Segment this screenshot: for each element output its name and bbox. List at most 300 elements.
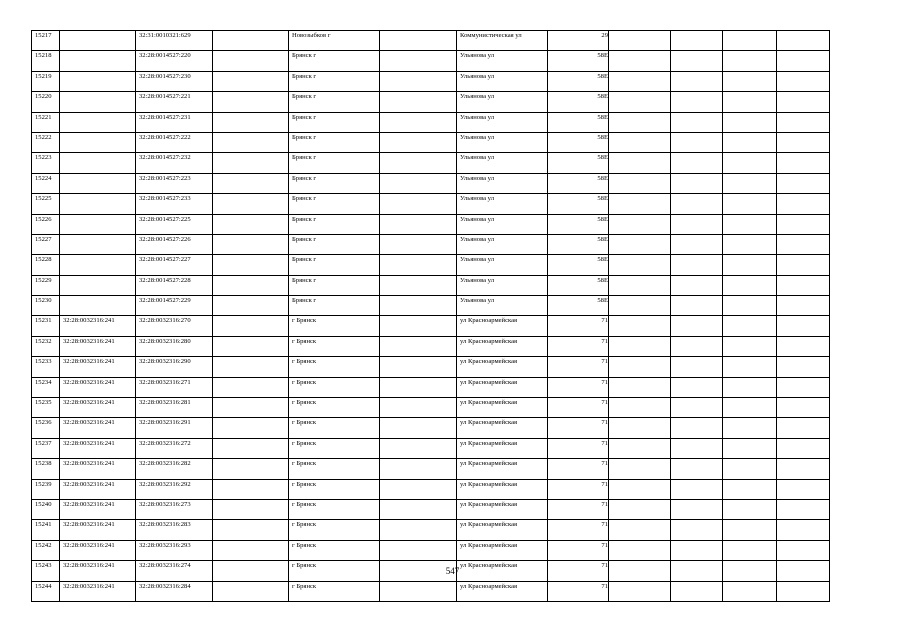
cell-locality: г Брянск <box>289 398 380 418</box>
cell-locality: г Брянск <box>289 499 380 519</box>
table-row <box>32 357 830 377</box>
cell-empty <box>671 316 723 336</box>
cell-locality: г Брянск <box>289 438 380 458</box>
cell-row-number: 15233 <box>32 357 60 377</box>
cell-street: ул Красноармейская <box>457 418 548 438</box>
cell-empty <box>609 255 671 275</box>
cell-empty <box>723 132 777 152</box>
cell-empty <box>671 71 723 91</box>
table-row <box>32 459 830 479</box>
cell-parent-cadastral <box>60 112 136 132</box>
cell-cadastral-number: 32:28:0014527:227 <box>136 255 213 275</box>
cell-empty <box>380 234 457 254</box>
table-row <box>32 581 830 601</box>
cell-empty <box>671 296 723 316</box>
cell-empty <box>671 459 723 479</box>
cell-empty <box>609 520 671 540</box>
cell-street: ул Красноармейская <box>457 561 548 581</box>
cell-empty <box>213 92 289 112</box>
cell-empty <box>380 31 457 51</box>
cell-house: 58Е <box>548 214 609 234</box>
cell-house: 58Е <box>548 194 609 214</box>
cell-house: 58Е <box>548 71 609 91</box>
table-row <box>32 316 830 336</box>
cell-empty <box>609 357 671 377</box>
cell-cadastral-number: 32:28:0032316:270 <box>136 316 213 336</box>
cell-cadastral-number: 32:31:0010321:629 <box>136 31 213 51</box>
cell-empty <box>723 479 777 499</box>
cell-empty <box>213 31 289 51</box>
table-row <box>32 173 830 193</box>
cell-empty <box>213 581 289 601</box>
cell-cadastral-number: 32:28:0014527:221 <box>136 92 213 112</box>
table-row <box>32 112 830 132</box>
table-row <box>32 499 830 519</box>
cell-parent-cadastral: 32:28:0032316:241 <box>60 316 136 336</box>
cell-empty <box>609 71 671 91</box>
cell-empty <box>671 173 723 193</box>
cell-cadastral-number: 32:28:0032316:274 <box>136 561 213 581</box>
table-row <box>32 438 830 458</box>
table-row <box>32 540 830 560</box>
table-row <box>32 194 830 214</box>
cell-empty <box>777 214 830 234</box>
cell-empty <box>213 438 289 458</box>
cell-locality: Брянск г <box>289 153 380 173</box>
table-row <box>32 51 830 71</box>
cell-locality: г Брянск <box>289 418 380 438</box>
table-row <box>32 153 830 173</box>
cell-row-number: 15220 <box>32 92 60 112</box>
cell-house: 58Е <box>548 132 609 152</box>
cell-cadastral-number: 32:28:0032316:273 <box>136 499 213 519</box>
cell-empty <box>213 499 289 519</box>
cell-row-number: 15231 <box>32 316 60 336</box>
cell-row-number: 15236 <box>32 418 60 438</box>
cell-empty <box>609 92 671 112</box>
cell-street: Ульянова ул <box>457 71 548 91</box>
cell-parent-cadastral: 32:28:0032316:241 <box>60 479 136 499</box>
cell-locality: г Брянск <box>289 540 380 560</box>
cell-parent-cadastral <box>60 132 136 152</box>
register-table <box>31 30 830 602</box>
cell-cadastral-number: 32:28:0014527:220 <box>136 51 213 71</box>
cell-empty <box>609 173 671 193</box>
cell-empty <box>777 255 830 275</box>
cell-empty <box>723 377 777 397</box>
cell-house: 71 <box>548 520 609 540</box>
cell-empty <box>671 418 723 438</box>
cell-empty <box>671 92 723 112</box>
cell-empty <box>213 153 289 173</box>
cell-parent-cadastral: 32:28:0032316:241 <box>60 520 136 540</box>
cell-empty <box>723 234 777 254</box>
cell-house: 71 <box>548 357 609 377</box>
cell-locality: Брянск г <box>289 71 380 91</box>
cell-locality: Новозыбков г <box>289 31 380 51</box>
cell-street: ул Красноармейская <box>457 336 548 356</box>
cell-empty <box>609 459 671 479</box>
cell-parent-cadastral <box>60 255 136 275</box>
cell-parent-cadastral: 32:28:0032316:241 <box>60 459 136 479</box>
cell-street: Ульянова ул <box>457 255 548 275</box>
cell-street: ул Красноармейская <box>457 398 548 418</box>
cell-empty <box>671 540 723 560</box>
cell-empty <box>723 357 777 377</box>
cell-house: 71 <box>548 561 609 581</box>
table-row <box>32 71 830 91</box>
cell-street: Ульянова ул <box>457 112 548 132</box>
cell-locality: г Брянск <box>289 316 380 336</box>
table-row <box>32 92 830 112</box>
cell-parent-cadastral: 32:28:0032316:241 <box>60 581 136 601</box>
cell-empty <box>671 194 723 214</box>
cell-street: ул Красноармейская <box>457 499 548 519</box>
cell-empty <box>671 499 723 519</box>
cell-empty <box>213 71 289 91</box>
cell-empty <box>213 418 289 438</box>
cell-parent-cadastral: 32:28:0032316:241 <box>60 540 136 560</box>
cell-house: 71 <box>548 459 609 479</box>
cell-house: 58Е <box>548 275 609 295</box>
cell-empty <box>380 214 457 234</box>
cell-empty <box>723 51 777 71</box>
cell-cadastral-number: 32:28:0032316:284 <box>136 581 213 601</box>
cell-empty <box>671 336 723 356</box>
cell-empty <box>213 173 289 193</box>
cell-empty <box>380 357 457 377</box>
cell-street: ул Красноармейская <box>457 520 548 540</box>
table-row <box>32 275 830 295</box>
cell-street: Коммунистическая ул <box>457 31 548 51</box>
cell-empty <box>380 92 457 112</box>
cell-empty <box>213 255 289 275</box>
cell-empty <box>609 31 671 51</box>
cell-street: Ульянова ул <box>457 234 548 254</box>
cell-row-number: 15232 <box>32 336 60 356</box>
cell-empty <box>777 459 830 479</box>
table-row <box>32 234 830 254</box>
cell-cadastral-number: 32:28:0032316:271 <box>136 377 213 397</box>
cell-empty <box>777 71 830 91</box>
cell-locality: г Брянск <box>289 561 380 581</box>
cell-locality: г Брянск <box>289 581 380 601</box>
cell-empty <box>723 336 777 356</box>
cell-cadastral-number: 32:28:0014527:232 <box>136 153 213 173</box>
cell-empty <box>609 581 671 601</box>
cell-row-number: 15218 <box>32 51 60 71</box>
cell-empty <box>213 132 289 152</box>
cell-house: 71 <box>548 581 609 601</box>
cell-empty <box>380 316 457 336</box>
cell-empty <box>213 540 289 560</box>
cell-cadastral-number: 32:28:0014527:226 <box>136 234 213 254</box>
cell-row-number: 15217 <box>32 31 60 51</box>
cell-empty <box>671 377 723 397</box>
cell-house: 58Е <box>548 296 609 316</box>
cell-row-number: 15229 <box>32 275 60 295</box>
cell-row-number: 15224 <box>32 173 60 193</box>
cell-parent-cadastral <box>60 51 136 71</box>
cell-street: Ульянова ул <box>457 194 548 214</box>
cell-empty <box>213 316 289 336</box>
cell-street: ул Красноармейская <box>457 459 548 479</box>
cell-cadastral-number: 32:28:0014527:233 <box>136 194 213 214</box>
cell-row-number: 15243 <box>32 561 60 581</box>
cell-empty <box>380 398 457 418</box>
cell-empty <box>609 316 671 336</box>
cell-empty <box>213 398 289 418</box>
cell-locality: г Брянск <box>289 336 380 356</box>
cell-empty <box>777 479 830 499</box>
cell-cadastral-number: 32:28:0032316:293 <box>136 540 213 560</box>
cell-empty <box>777 31 830 51</box>
cell-empty <box>609 479 671 499</box>
cell-empty <box>777 581 830 601</box>
cell-cadastral-number: 32:28:0014527:229 <box>136 296 213 316</box>
cell-empty <box>723 459 777 479</box>
cell-row-number: 15227 <box>32 234 60 254</box>
cell-parent-cadastral <box>60 194 136 214</box>
cell-empty <box>380 51 457 71</box>
cell-empty <box>213 357 289 377</box>
cell-empty <box>723 418 777 438</box>
cell-empty <box>380 71 457 91</box>
cell-parent-cadastral: 32:28:0032316:241 <box>60 357 136 377</box>
cell-row-number: 15234 <box>32 377 60 397</box>
cell-empty <box>723 499 777 519</box>
cell-cadastral-number: 32:28:0032316:281 <box>136 398 213 418</box>
cell-empty <box>723 112 777 132</box>
cell-empty <box>213 234 289 254</box>
cell-row-number: 15240 <box>32 499 60 519</box>
cell-empty <box>671 31 723 51</box>
cell-parent-cadastral <box>60 173 136 193</box>
cell-empty <box>213 520 289 540</box>
cell-row-number: 15241 <box>32 520 60 540</box>
cell-street: Ульянова ул <box>457 275 548 295</box>
cell-empty <box>777 336 830 356</box>
cell-empty <box>777 438 830 458</box>
cell-empty <box>609 234 671 254</box>
cell-empty <box>380 112 457 132</box>
cell-parent-cadastral <box>60 31 136 51</box>
cell-empty <box>723 92 777 112</box>
cell-empty <box>723 255 777 275</box>
cell-empty <box>380 581 457 601</box>
cell-empty <box>213 459 289 479</box>
cell-empty <box>380 499 457 519</box>
cell-empty <box>380 173 457 193</box>
cell-empty <box>671 520 723 540</box>
cell-row-number: 15235 <box>32 398 60 418</box>
cell-house: 58Е <box>548 255 609 275</box>
cell-cadastral-number: 32:28:0014527:230 <box>136 71 213 91</box>
cell-empty <box>723 173 777 193</box>
cell-street: ул Красноармейская <box>457 377 548 397</box>
cell-empty <box>609 275 671 295</box>
cell-empty <box>380 479 457 499</box>
cell-row-number: 15219 <box>32 71 60 91</box>
cell-empty <box>213 479 289 499</box>
cell-empty <box>380 132 457 152</box>
cell-cadastral-number: 32:28:0014527:228 <box>136 275 213 295</box>
table-row <box>32 132 830 152</box>
cell-empty <box>213 112 289 132</box>
cell-empty <box>723 398 777 418</box>
cell-empty <box>777 92 830 112</box>
cell-empty <box>777 316 830 336</box>
cell-parent-cadastral <box>60 92 136 112</box>
cell-cadastral-number: 32:28:0032316:291 <box>136 418 213 438</box>
cell-house: 58Е <box>548 153 609 173</box>
cell-row-number: 15244 <box>32 581 60 601</box>
cell-empty <box>777 418 830 438</box>
cell-parent-cadastral <box>60 234 136 254</box>
cell-empty <box>723 153 777 173</box>
cell-empty <box>777 112 830 132</box>
cell-empty <box>609 377 671 397</box>
page-number: 547 <box>445 566 460 576</box>
cell-empty <box>671 132 723 152</box>
cell-parent-cadastral <box>60 296 136 316</box>
cell-row-number: 15242 <box>32 540 60 560</box>
cell-empty <box>380 438 457 458</box>
cell-empty <box>671 234 723 254</box>
cell-street: ул Красноармейская <box>457 438 548 458</box>
cell-empty <box>671 357 723 377</box>
cell-empty <box>671 214 723 234</box>
cell-locality: Брянск г <box>289 255 380 275</box>
cell-empty <box>609 398 671 418</box>
cell-empty <box>777 194 830 214</box>
cell-locality: Брянск г <box>289 296 380 316</box>
cell-empty <box>213 296 289 316</box>
cell-empty <box>777 377 830 397</box>
cell-empty <box>213 377 289 397</box>
cell-house: 58Е <box>548 112 609 132</box>
table-row <box>32 398 830 418</box>
cell-empty <box>380 377 457 397</box>
cell-locality: Брянск г <box>289 234 380 254</box>
cell-empty <box>723 581 777 601</box>
cell-empty <box>671 112 723 132</box>
cell-empty <box>777 296 830 316</box>
cell-row-number: 15228 <box>32 255 60 275</box>
cell-empty <box>777 357 830 377</box>
cell-empty <box>609 499 671 519</box>
cell-parent-cadastral <box>60 275 136 295</box>
table-row <box>32 418 830 438</box>
cell-cadastral-number: 32:28:0032316:272 <box>136 438 213 458</box>
cell-empty <box>609 132 671 152</box>
cell-house: 58Е <box>548 173 609 193</box>
cell-empty <box>380 194 457 214</box>
cell-locality: г Брянск <box>289 479 380 499</box>
cell-empty <box>213 194 289 214</box>
cell-row-number: 15226 <box>32 214 60 234</box>
cell-house: 71 <box>548 540 609 560</box>
cell-street: Ульянова ул <box>457 92 548 112</box>
cell-locality: Брянск г <box>289 51 380 71</box>
cell-parent-cadastral: 32:28:0032316:241 <box>60 377 136 397</box>
cell-empty <box>723 214 777 234</box>
cell-house: 71 <box>548 479 609 499</box>
cell-row-number: 15223 <box>32 153 60 173</box>
cell-empty <box>777 275 830 295</box>
cell-empty <box>380 418 457 438</box>
cell-house: 71 <box>548 398 609 418</box>
cell-street: Ульянова ул <box>457 296 548 316</box>
cell-parent-cadastral <box>60 71 136 91</box>
cell-locality: г Брянск <box>289 377 380 397</box>
cell-house: 71 <box>548 377 609 397</box>
cell-empty <box>380 275 457 295</box>
cell-empty <box>380 296 457 316</box>
cell-empty <box>723 296 777 316</box>
cell-row-number: 15225 <box>32 194 60 214</box>
register-body <box>32 31 830 602</box>
cell-empty <box>609 112 671 132</box>
cell-street: ул Красноармейская <box>457 357 548 377</box>
cell-street: Ульянова ул <box>457 153 548 173</box>
cell-empty <box>380 540 457 560</box>
cell-street: Ульянова ул <box>457 173 548 193</box>
cell-empty <box>777 173 830 193</box>
cell-empty <box>777 540 830 560</box>
cell-empty <box>213 275 289 295</box>
cell-locality: Брянск г <box>289 132 380 152</box>
cell-empty <box>777 132 830 152</box>
cell-house: 71 <box>548 418 609 438</box>
cell-empty <box>609 214 671 234</box>
cell-parent-cadastral <box>60 214 136 234</box>
cell-cadastral-number: 32:28:0032316:292 <box>136 479 213 499</box>
cell-locality: г Брянск <box>289 520 380 540</box>
cell-row-number: 15222 <box>32 132 60 152</box>
cell-parent-cadastral: 32:28:0032316:241 <box>60 438 136 458</box>
cell-empty <box>609 296 671 316</box>
cell-street: Ульянова ул <box>457 214 548 234</box>
cell-cadastral-number: 32:28:0032316:282 <box>136 459 213 479</box>
cell-empty <box>380 459 457 479</box>
cell-street: Ульянова ул <box>457 132 548 152</box>
cell-empty <box>609 336 671 356</box>
cell-empty <box>609 540 671 560</box>
table-row <box>32 377 830 397</box>
cell-parent-cadastral: 32:28:0032316:241 <box>60 418 136 438</box>
cell-parent-cadastral: 32:28:0032316:241 <box>60 398 136 418</box>
cell-empty <box>671 398 723 418</box>
cell-empty <box>213 51 289 71</box>
cell-row-number: 15237 <box>32 438 60 458</box>
cell-empty <box>671 479 723 499</box>
cell-locality: Брянск г <box>289 112 380 132</box>
cell-empty <box>380 336 457 356</box>
cell-street: ул Красноармейская <box>457 540 548 560</box>
cell-cadastral-number: 32:28:0014527:223 <box>136 173 213 193</box>
cell-row-number: 15230 <box>32 296 60 316</box>
cell-empty <box>213 336 289 356</box>
table-row <box>32 296 830 316</box>
cell-street: ул Красноармейская <box>457 581 548 601</box>
table-row <box>32 520 830 540</box>
cell-empty <box>671 153 723 173</box>
cell-empty <box>777 398 830 418</box>
table-row <box>32 479 830 499</box>
cell-empty <box>723 71 777 91</box>
cell-empty <box>777 520 830 540</box>
